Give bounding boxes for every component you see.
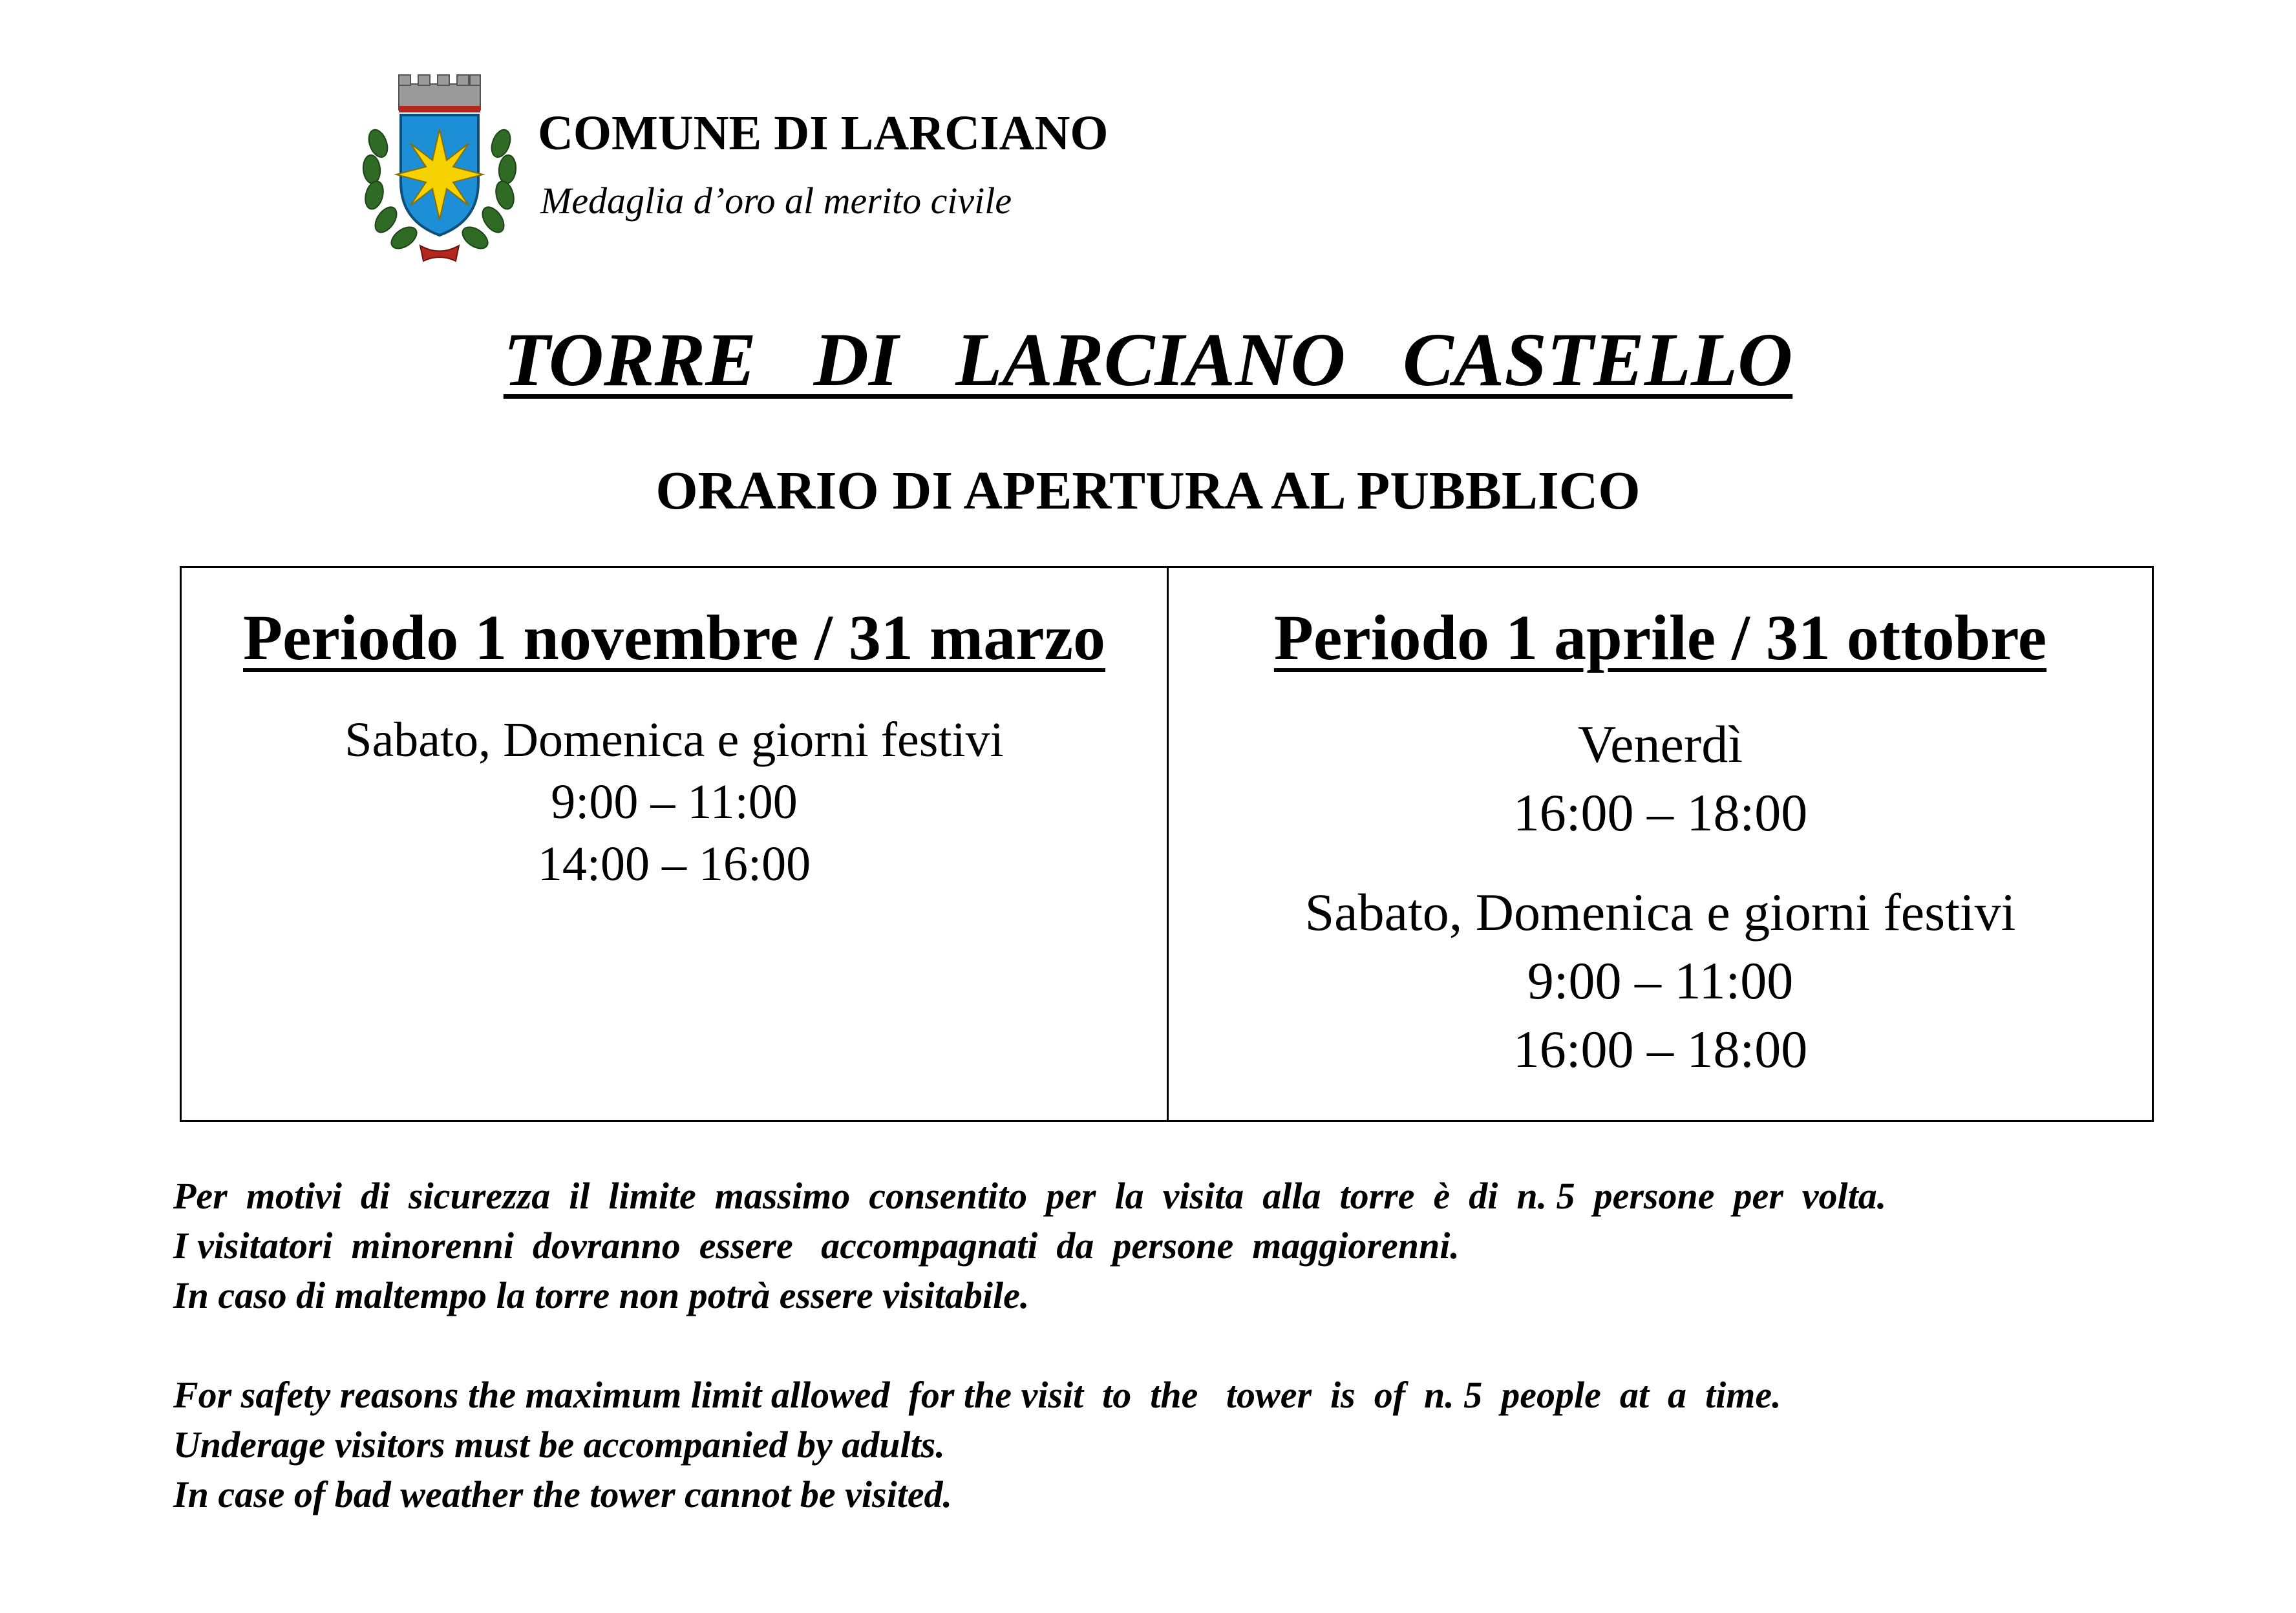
days-label: Sabato, Domenica e giorni festivi (1304, 883, 2016, 942)
note-line: Per motivi di sicurezza il limite massimo consentito per la visita alla torre è di n. 5 persone per volta. (173, 1175, 1887, 1217)
coat-of-arms-icon (359, 72, 520, 266)
page-title-text: TORRE DI LARCIANO CASTELLO (503, 317, 1793, 402)
period-title: Periodo 1 novembre / 31 marzo (243, 602, 1105, 673)
note-line: In case of bad weather the tower cannot be visited. (173, 1473, 953, 1515)
hours-range: 9:00 – 11:00 (1527, 951, 1794, 1010)
days-label: Venerdì (1577, 715, 1743, 774)
organization-motto: Medaglia d’oro al merito civile (540, 180, 1012, 222)
period-column-winter (182, 568, 1167, 1120)
hours-group (182, 709, 1167, 895)
hours-group (1169, 878, 2152, 1084)
note-line: I visitatori minorenni dovranno essere accompagnati da persone maggiorenni. (173, 1225, 1460, 1267)
note-line: For safety reasons the maximum limit allowed for the visit to the tower is of n. 5 people at a time. (173, 1374, 1781, 1416)
opening-hours-table (180, 566, 2154, 1122)
period-column-summer (1167, 568, 2152, 1120)
days-label: Sabato, Domenica e giorni festivi (345, 713, 1004, 767)
hours-range: 9:00 – 11:00 (551, 775, 798, 829)
hours-range: 14:00 – 16:00 (537, 837, 811, 891)
notes-italian (173, 1171, 2229, 1320)
page-subtitle: ORARIO DI APERTURA AL PUBBLICO (655, 461, 1641, 521)
period-title: Periodo 1 aprile / 31 ottobre (1273, 602, 2047, 673)
hours-range: 16:00 – 18:00 (1513, 1020, 1808, 1079)
hours-group (1169, 710, 2152, 847)
page-title (0, 317, 2296, 402)
notes-english (173, 1370, 2229, 1519)
note-line: Underage visitors must be accompanied by adults. (173, 1424, 945, 1466)
hours-range: 16:00 – 18:00 (1513, 783, 1808, 842)
organization-name: COMUNE DI LARCIANO (538, 106, 1109, 160)
note-line: In caso di maltempo la torre non potrà essere visitabile. (173, 1274, 1030, 1316)
